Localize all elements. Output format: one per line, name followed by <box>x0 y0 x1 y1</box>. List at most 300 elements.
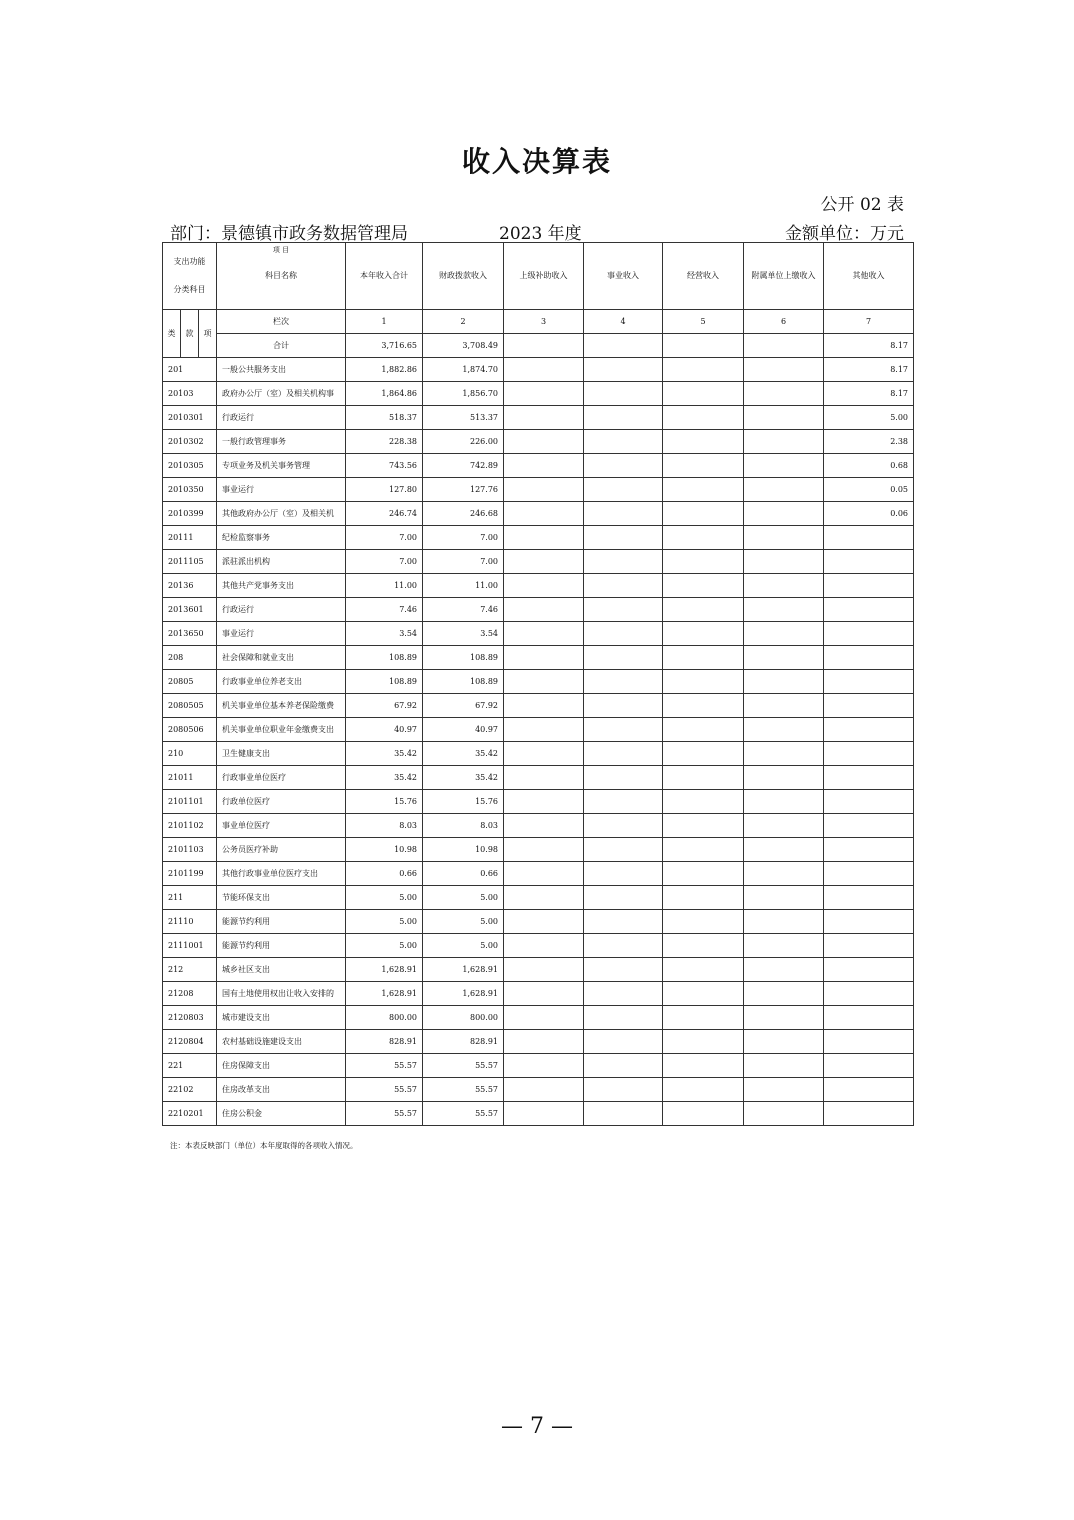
subject-name: 其他共产党事务支出 <box>217 574 346 598</box>
amount-col-2: 15.76 <box>423 790 504 814</box>
amount-col-6 <box>744 430 824 454</box>
amount-col-5 <box>663 886 744 910</box>
amount-col-7 <box>824 718 914 742</box>
subject-code: 2010350 <box>163 478 217 502</box>
amount-col-6 <box>744 814 824 838</box>
amount-col-2: 7.00 <box>423 526 504 550</box>
subject-name: 一般公共服务支出 <box>217 358 346 382</box>
subject-code: 20111 <box>163 526 217 550</box>
amount-col-4 <box>584 478 663 502</box>
subject-name-header <box>217 243 346 310</box>
amount-col-1: 55.57 <box>346 1054 423 1078</box>
amount-col-3 <box>504 934 584 958</box>
amount-col-4 <box>584 550 663 574</box>
subject-name: 事业运行 <box>217 622 346 646</box>
amount-col-1: 35.42 <box>346 742 423 766</box>
subject-code: 201 <box>163 358 217 382</box>
amount-col-3 <box>504 622 584 646</box>
amount-col-3 <box>504 910 584 934</box>
amount-col-5 <box>663 982 744 1006</box>
subject-code: 212 <box>163 958 217 982</box>
amount-col-7: 0.05 <box>824 478 914 502</box>
table-row <box>163 430 914 454</box>
amount-col-1: 127.80 <box>346 478 423 502</box>
amount-col-2: 11.00 <box>423 574 504 598</box>
function-class-line2: 分类科目 <box>173 285 206 294</box>
table-row <box>163 454 914 478</box>
amount-col-4 <box>584 814 663 838</box>
amount-col-6 <box>744 454 824 478</box>
amount-col-1: 7.00 <box>346 526 423 550</box>
amount-col-1: 40.97 <box>346 718 423 742</box>
amount-col-4 <box>584 934 663 958</box>
amount-col-5 <box>663 766 744 790</box>
amount-col-6 <box>744 670 824 694</box>
amount-col-7: 0.68 <box>824 454 914 478</box>
amount-col-6 <box>744 1030 824 1054</box>
total-label: 合计 <box>217 334 346 358</box>
subject-name: 机关事业单位职业年金缴费支出 <box>217 718 346 742</box>
amount-col-2: 127.76 <box>423 478 504 502</box>
amount-col-4 <box>584 982 663 1006</box>
amount-col-1: 5.00 <box>346 934 423 958</box>
col-header-6: 附属单位上缴收入 <box>744 243 824 310</box>
column-number-row <box>163 310 914 334</box>
subject-name: 公务员医疗补助 <box>217 838 346 862</box>
subject-name: 节能环保支出 <box>217 886 346 910</box>
amount-col-4 <box>584 766 663 790</box>
subject-name: 农村基础设施建设支出 <box>217 1030 346 1054</box>
amount-col-3 <box>504 718 584 742</box>
amount-col-1: 3.54 <box>346 622 423 646</box>
subject-code: 20805 <box>163 670 217 694</box>
amount-col-6 <box>744 382 824 406</box>
amount-col-1: 5.00 <box>346 910 423 934</box>
amount-col-4 <box>584 1102 663 1126</box>
amount-col-6 <box>744 862 824 886</box>
amount-col-3 <box>504 598 584 622</box>
amount-col-3 <box>504 790 584 814</box>
total-row <box>163 334 914 358</box>
amount-col-4 <box>584 1054 663 1078</box>
subject-code: 2101101 <box>163 790 217 814</box>
amount-col-4 <box>584 526 663 550</box>
amount-col-4 <box>584 430 663 454</box>
amount-col-3 <box>504 526 584 550</box>
amount-col-3 <box>504 478 584 502</box>
table-row <box>163 958 914 982</box>
subject-code: 210 <box>163 742 217 766</box>
amount-col-1: 246.74 <box>346 502 423 526</box>
amount-col-1: 828.91 <box>346 1030 423 1054</box>
amount-col-1: 67.92 <box>346 694 423 718</box>
amount-col-5 <box>663 598 744 622</box>
table-row <box>163 646 914 670</box>
amount-col-4 <box>584 646 663 670</box>
page-title: 收入决算表 <box>461 145 612 178</box>
amount-col-6 <box>744 478 824 502</box>
col-header-2: 财政拨款收入 <box>423 243 504 310</box>
amount-col-2: 5.00 <box>423 910 504 934</box>
col-header-1: 本年收入合计 <box>346 243 423 310</box>
amount-col-6 <box>744 886 824 910</box>
amount-col-6 <box>744 1054 824 1078</box>
department-label: 部门：景德镇市政务数据管理局 <box>170 224 408 244</box>
table-row <box>163 694 914 718</box>
amount-col-5 <box>663 646 744 670</box>
amount-col-3 <box>504 454 584 478</box>
amount-col-3 <box>504 406 584 430</box>
table-row <box>163 766 914 790</box>
amount-col-4 <box>584 958 663 982</box>
amount-col-2: 0.66 <box>423 862 504 886</box>
total-value-1: 3,716.65 <box>346 334 423 358</box>
amount-col-7 <box>824 1030 914 1054</box>
amount-col-3 <box>504 670 584 694</box>
amount-col-2: 800.00 <box>423 1006 504 1030</box>
table-note: 注：本表反映部门（单位）本年度取得的各项收入情况。 <box>170 1141 358 1150</box>
amount-col-7 <box>824 910 914 934</box>
subject-code: 20136 <box>163 574 217 598</box>
amount-col-3 <box>504 502 584 526</box>
col-header-4: 事业收入 <box>584 243 663 310</box>
amount-col-6 <box>744 1006 824 1030</box>
amount-col-4 <box>584 1078 663 1102</box>
subject-name: 其他行政事业单位医疗支出 <box>217 862 346 886</box>
amount-col-2: 5.00 <box>423 934 504 958</box>
form-number: 公开 02 表 <box>820 195 904 215</box>
amount-col-2: 1,856.70 <box>423 382 504 406</box>
amount-col-3 <box>504 838 584 862</box>
subject-name: 能源节约利用 <box>217 934 346 958</box>
xiang-header: 项 <box>199 310 217 358</box>
amount-col-4 <box>584 838 663 862</box>
total-value-7: 8.17 <box>824 334 914 358</box>
amount-col-5 <box>663 1054 744 1078</box>
subject-name: 住房公积金 <box>217 1102 346 1126</box>
amount-col-4 <box>584 622 663 646</box>
amount-col-4 <box>584 598 663 622</box>
amount-col-2: 35.42 <box>423 742 504 766</box>
amount-col-4 <box>584 1006 663 1030</box>
table-row <box>163 862 914 886</box>
amount-col-7 <box>824 1078 914 1102</box>
amount-col-7: 2.38 <box>824 430 914 454</box>
subject-name: 其他政府办公厅（室）及相关机 <box>217 502 346 526</box>
amount-col-4 <box>584 1030 663 1054</box>
amount-col-1: 35.42 <box>346 766 423 790</box>
amount-col-5 <box>663 478 744 502</box>
amount-col-5 <box>663 526 744 550</box>
subject-name: 事业单位医疗 <box>217 814 346 838</box>
col-num-4: 4 <box>584 310 663 334</box>
subject-code: 2111001 <box>163 934 217 958</box>
col-num-2: 2 <box>423 310 504 334</box>
subject-code: 2080506 <box>163 718 217 742</box>
amount-col-6 <box>744 526 824 550</box>
subject-name: 行政运行 <box>217 598 346 622</box>
amount-col-7 <box>824 550 914 574</box>
subject-name: 行政运行 <box>217 406 346 430</box>
amount-col-7 <box>824 694 914 718</box>
subject-code: 2010302 <box>163 430 217 454</box>
amount-col-7 <box>824 574 914 598</box>
amount-col-3 <box>504 1054 584 1078</box>
subject-code: 2101199 <box>163 862 217 886</box>
amount-col-7 <box>824 862 914 886</box>
subject-code: 2080505 <box>163 694 217 718</box>
subject-code: 2101102 <box>163 814 217 838</box>
subject-code: 21110 <box>163 910 217 934</box>
amount-col-3 <box>504 1078 584 1102</box>
amount-col-2: 246.68 <box>423 502 504 526</box>
amount-col-1: 8.03 <box>346 814 423 838</box>
table-row <box>163 406 914 430</box>
subject-code: 2011105 <box>163 550 217 574</box>
table-row <box>163 574 914 598</box>
amount-col-5 <box>663 1078 744 1102</box>
table-row <box>163 478 914 502</box>
amount-col-5 <box>663 790 744 814</box>
table-row <box>163 742 914 766</box>
table-row <box>163 1102 914 1126</box>
amount-col-5 <box>663 574 744 598</box>
col-header-3: 上级补助收入 <box>504 243 584 310</box>
amount-col-2: 828.91 <box>423 1030 504 1054</box>
amount-col-2: 7.00 <box>423 550 504 574</box>
amount-col-1: 7.00 <box>346 550 423 574</box>
amount-col-2: 1,628.91 <box>423 982 504 1006</box>
amount-col-6 <box>744 910 824 934</box>
subject-name: 社会保障和就业支出 <box>217 646 346 670</box>
amount-col-1: 1,864.86 <box>346 382 423 406</box>
subject-name: 纪检监察事务 <box>217 526 346 550</box>
amount-col-1: 55.57 <box>346 1102 423 1126</box>
amount-col-2: 1,874.70 <box>423 358 504 382</box>
amount-col-4 <box>584 790 663 814</box>
amount-col-4 <box>584 694 663 718</box>
lei-header: 类 <box>163 310 181 358</box>
col-num-6: 6 <box>744 310 824 334</box>
amount-col-4 <box>584 454 663 478</box>
col-header-7: 其他收入 <box>824 243 914 310</box>
amount-col-2: 35.42 <box>423 766 504 790</box>
corner-label: 项 目 <box>272 246 290 254</box>
amount-col-4 <box>584 502 663 526</box>
amount-col-7: 8.17 <box>824 358 914 382</box>
amount-col-6 <box>744 502 824 526</box>
amount-col-5 <box>663 718 744 742</box>
subject-code: 2010305 <box>163 454 217 478</box>
amount-col-1: 800.00 <box>346 1006 423 1030</box>
kuan-header: 款 <box>181 310 199 358</box>
table-row <box>163 382 914 406</box>
function-class-header <box>163 243 217 310</box>
table-row <box>163 1078 914 1102</box>
amount-col-7 <box>824 814 914 838</box>
subject-code: 20103 <box>163 382 217 406</box>
subject-code: 2013650 <box>163 622 217 646</box>
table-row <box>163 358 914 382</box>
subject-name: 住房保障支出 <box>217 1054 346 1078</box>
subject-name: 行政事业单位养老支出 <box>217 670 346 694</box>
unit-label: 金额单位：万元 <box>785 224 904 244</box>
table-row <box>163 934 914 958</box>
amount-col-5 <box>663 622 744 646</box>
amount-col-7 <box>824 838 914 862</box>
amount-col-6 <box>744 790 824 814</box>
table-row <box>163 1054 914 1078</box>
amount-col-6 <box>744 598 824 622</box>
amount-col-7 <box>824 1006 914 1030</box>
amount-col-2: 10.98 <box>423 838 504 862</box>
income-report-table <box>162 242 914 1126</box>
total-value-6 <box>744 334 824 358</box>
amount-col-6 <box>744 982 824 1006</box>
amount-col-7 <box>824 742 914 766</box>
amount-col-2: 108.89 <box>423 646 504 670</box>
amount-col-3 <box>504 1006 584 1030</box>
subject-code: 21208 <box>163 982 217 1006</box>
amount-col-7 <box>824 670 914 694</box>
amount-col-6 <box>744 958 824 982</box>
subject-name: 事业运行 <box>217 478 346 502</box>
amount-col-7: 0.06 <box>824 502 914 526</box>
amount-col-1: 7.46 <box>346 598 423 622</box>
amount-col-1: 1,882.86 <box>346 358 423 382</box>
amount-col-4 <box>584 574 663 598</box>
amount-col-1: 10.98 <box>346 838 423 862</box>
amount-col-5 <box>663 1102 744 1126</box>
col-num-5: 5 <box>663 310 744 334</box>
subject-name: 专项业务及机关事务管理 <box>217 454 346 478</box>
subject-name: 政府办公厅（室）及相关机构事 <box>217 382 346 406</box>
table-row <box>163 502 914 526</box>
amount-col-3 <box>504 646 584 670</box>
amount-col-3 <box>504 550 584 574</box>
subject-name: 能源节约利用 <box>217 910 346 934</box>
amount-col-3 <box>504 430 584 454</box>
amount-col-4 <box>584 718 663 742</box>
subject-name: 卫生健康支出 <box>217 742 346 766</box>
amount-col-2: 513.37 <box>423 406 504 430</box>
amount-col-7: 8.17 <box>824 382 914 406</box>
amount-col-5 <box>663 382 744 406</box>
total-value-3 <box>504 334 584 358</box>
subject-name: 机关事业单位基本养老保险缴费 <box>217 694 346 718</box>
amount-col-5 <box>663 502 744 526</box>
amount-col-1: 55.57 <box>346 1078 423 1102</box>
amount-col-6 <box>744 742 824 766</box>
amount-col-7 <box>824 1054 914 1078</box>
amount-col-4 <box>584 382 663 406</box>
amount-col-6 <box>744 694 824 718</box>
amount-col-2: 3.54 <box>423 622 504 646</box>
amount-col-7 <box>824 982 914 1006</box>
amount-col-3 <box>504 694 584 718</box>
amount-col-7: 5.00 <box>824 406 914 430</box>
amount-col-7 <box>824 622 914 646</box>
amount-col-5 <box>663 910 744 934</box>
amount-col-7 <box>824 958 914 982</box>
amount-col-5 <box>663 742 744 766</box>
amount-col-1: 1,628.91 <box>346 958 423 982</box>
amount-col-4 <box>584 910 663 934</box>
amount-col-5 <box>663 1006 744 1030</box>
subject-name: 行政事业单位医疗 <box>217 766 346 790</box>
amount-col-2: 55.57 <box>423 1054 504 1078</box>
table-row <box>163 670 914 694</box>
table-row <box>163 838 914 862</box>
amount-col-6 <box>744 838 824 862</box>
amount-col-6 <box>744 718 824 742</box>
amount-col-1: 5.00 <box>346 886 423 910</box>
amount-col-2: 55.57 <box>423 1078 504 1102</box>
table-row <box>163 526 914 550</box>
subject-code: 2101103 <box>163 838 217 862</box>
amount-col-5 <box>663 670 744 694</box>
subject-code: 22102 <box>163 1078 217 1102</box>
amount-col-7 <box>824 526 914 550</box>
table-row <box>163 550 914 574</box>
subject-code: 211 <box>163 886 217 910</box>
amount-col-4 <box>584 742 663 766</box>
amount-col-7 <box>824 1102 914 1126</box>
amount-col-2: 226.00 <box>423 430 504 454</box>
table-row <box>163 814 914 838</box>
amount-col-1: 518.37 <box>346 406 423 430</box>
amount-col-1: 743.56 <box>346 454 423 478</box>
subject-code: 208 <box>163 646 217 670</box>
amount-col-2: 7.46 <box>423 598 504 622</box>
amount-col-2: 5.00 <box>423 886 504 910</box>
amount-col-5 <box>663 958 744 982</box>
amount-col-3 <box>504 862 584 886</box>
amount-col-6 <box>744 358 824 382</box>
amount-col-2: 55.57 <box>423 1102 504 1126</box>
table-row <box>163 1030 914 1054</box>
amount-col-4 <box>584 862 663 886</box>
amount-col-1: 11.00 <box>346 574 423 598</box>
table-row <box>163 910 914 934</box>
amount-col-7 <box>824 646 914 670</box>
amount-col-7 <box>824 790 914 814</box>
amount-col-4 <box>584 886 663 910</box>
subject-code: 21011 <box>163 766 217 790</box>
subject-code: 2120804 <box>163 1030 217 1054</box>
amount-col-1: 1,628.91 <box>346 982 423 1006</box>
col-num-3: 3 <box>504 310 584 334</box>
amount-col-1: 0.66 <box>346 862 423 886</box>
subject-code: 2210201 <box>163 1102 217 1126</box>
amount-col-3 <box>504 742 584 766</box>
total-value-2: 3,708.49 <box>423 334 504 358</box>
amount-col-6 <box>744 646 824 670</box>
amount-col-5 <box>663 934 744 958</box>
table-row <box>163 886 914 910</box>
subject-name: 城乡社区支出 <box>217 958 346 982</box>
header-row <box>163 243 914 310</box>
amount-col-6 <box>744 406 824 430</box>
col-num-7: 7 <box>824 310 914 334</box>
col-header-5: 经营收入 <box>663 243 744 310</box>
amount-col-6 <box>744 622 824 646</box>
amount-col-2: 67.92 <box>423 694 504 718</box>
amount-col-7 <box>824 598 914 622</box>
amount-col-5 <box>663 694 744 718</box>
total-value-5 <box>663 334 744 358</box>
col-num-1: 1 <box>346 310 423 334</box>
